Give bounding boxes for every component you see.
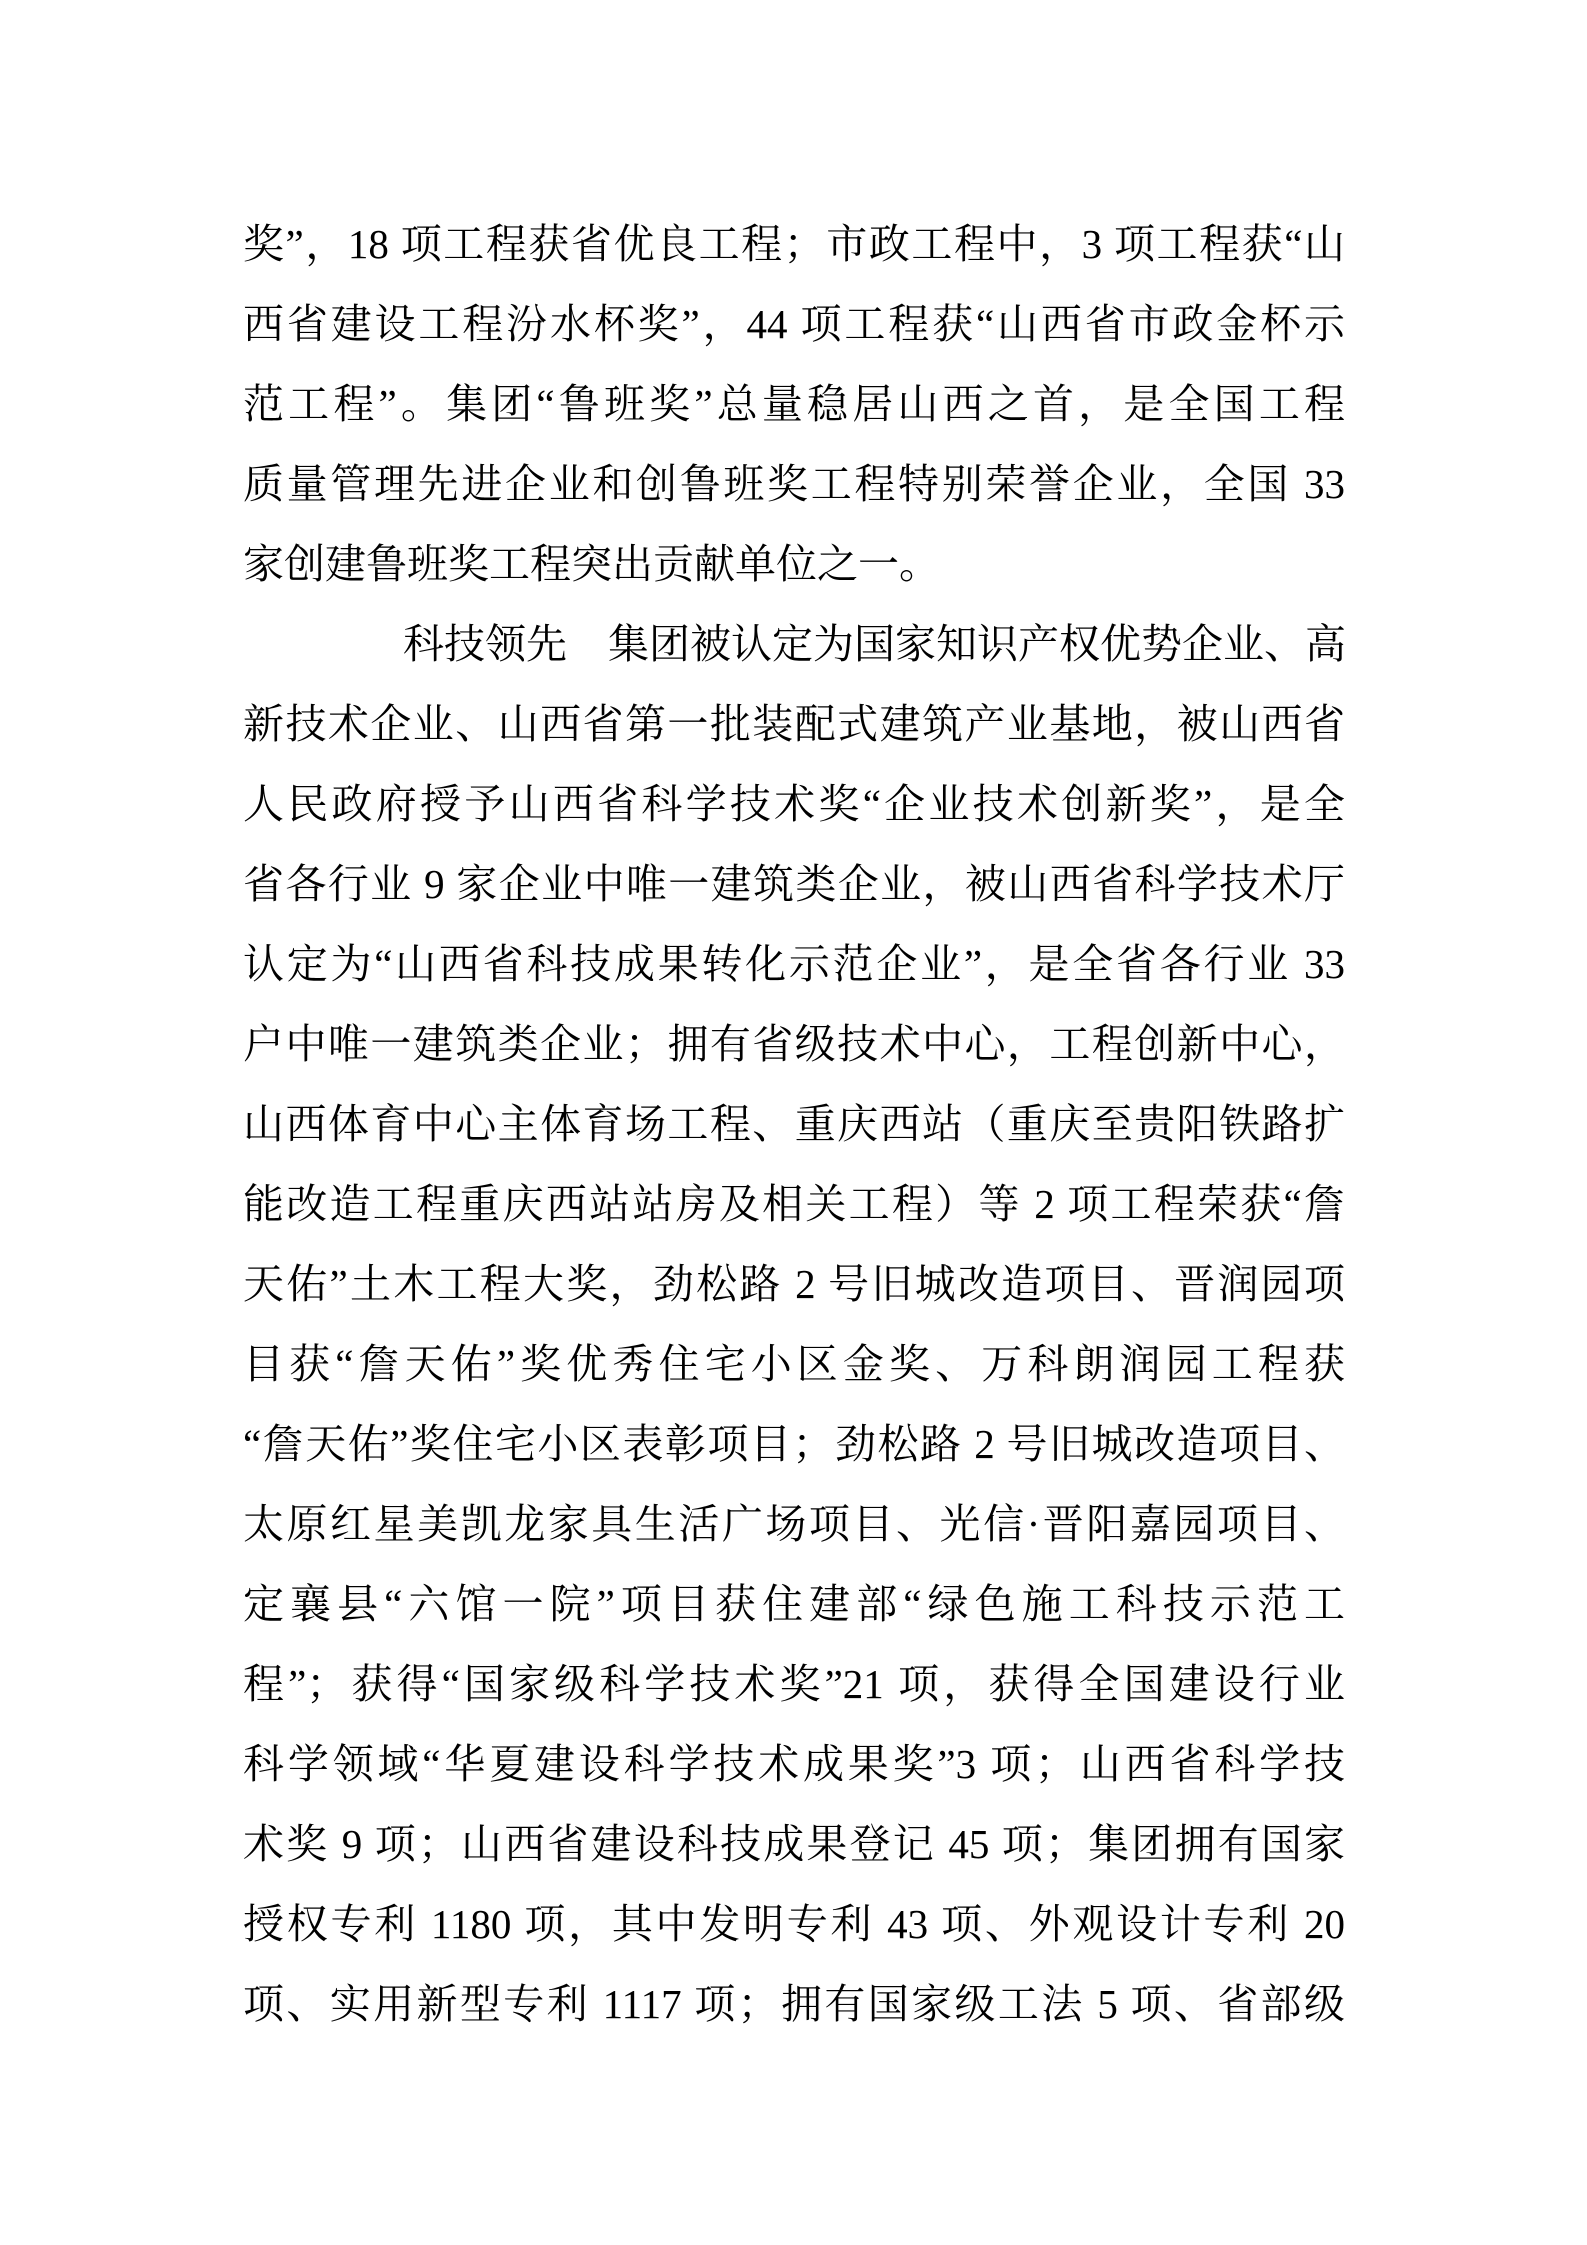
text-line: 奖”，18 项工程获省优良工程；市政工程中，3 项工程获“山	[243, 221, 1345, 267]
text-line: 能改造工程重庆西站站房及相关工程）等 2 项工程荣获“詹	[243, 1181, 1345, 1227]
text-line: 科技领先 集团被认定为国家知识产权优势企业、高	[403, 621, 1346, 667]
text-line: 天佑”土木工程大奖，劲松路 2 号旧城改造项目、晋润园项	[243, 1261, 1345, 1307]
text-line: “詹天佑”奖住宅小区表彰项目；劲松路 2 号旧城改造项目、	[243, 1421, 1345, 1467]
text-line: 授权专利 1180 项，其中发明专利 43 项、外观设计专利 20	[243, 1901, 1345, 1947]
text-line: 省各行业 9 家企业中唯一建筑类企业，被山西省科学技术厅	[243, 861, 1345, 907]
text-line: 项、实用新型专利 1117 项；拥有国家级工法 5 项、省部级	[243, 1981, 1345, 2027]
text-line: 户中唯一建筑类企业；拥有省级技术中心，工程创新中心，	[243, 1021, 1345, 1067]
text-line: 人民政府授予山西省科学技术奖“企业技术创新奖”，是全	[243, 781, 1345, 827]
text-line: 质量管理先进企业和创鲁班奖工程特别荣誉企业，全国 33	[243, 461, 1345, 507]
text-line: 新技术企业、山西省第一批装配式建筑产业基地，被山西省	[243, 701, 1345, 747]
text-line: 山西体育中心主体育场工程、重庆西站（重庆至贵阳铁路扩	[243, 1101, 1345, 1147]
text-line: 科学领域“华夏建设科学技术成果奖”3 项；山西省科学技	[243, 1741, 1345, 1787]
text-line: 认定为“山西省科技成果转化示范企业”，是全省各行业 33	[243, 941, 1345, 987]
text-line: 定襄县“六馆一院”项目获住建部“绿色施工科技示范工	[243, 1581, 1345, 1627]
text-line: 西省建设工程汾水杯奖”，44 项工程获“山西省市政金杯示	[243, 301, 1345, 347]
text-line: 太原红星美凯龙家具生活广场项目、光信·晋阳嘉园项目、	[243, 1501, 1345, 1547]
text-line: 家创建鲁班奖工程突出贡献单位之一。	[243, 541, 940, 587]
text-line: 目获“詹天佑”奖优秀住宅小区金奖、万科朗润园工程获	[243, 1341, 1345, 1387]
text-line: 范工程”。集团“鲁班奖”总量稳居山西之首，是全国工程	[243, 381, 1345, 427]
text-block	[243, 204, 1345, 2044]
text-line: 程”；获得“国家级科学技术奖”21 项，获得全国建设行业	[243, 1661, 1345, 1707]
text-line: 术奖 9 项；山西省建设科技成果登记 45 项；集团拥有国家	[243, 1821, 1345, 1867]
